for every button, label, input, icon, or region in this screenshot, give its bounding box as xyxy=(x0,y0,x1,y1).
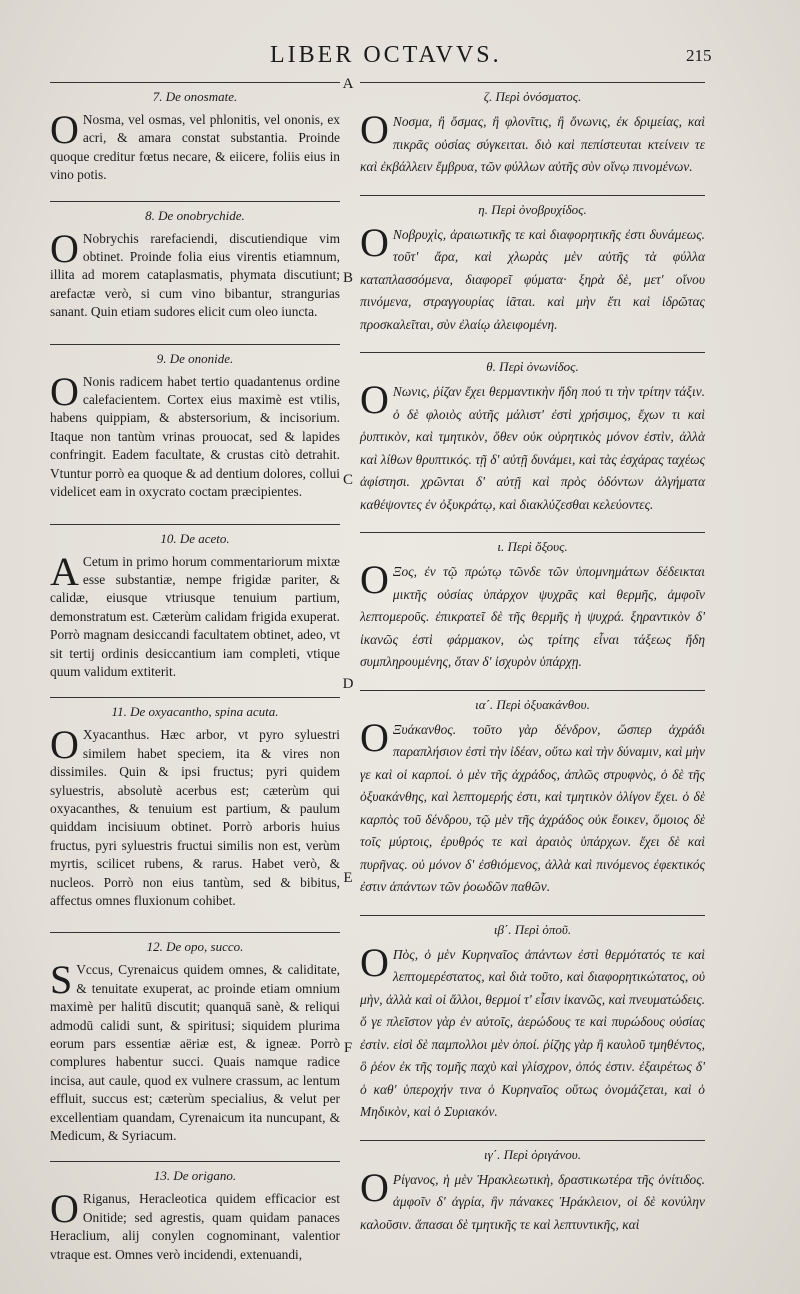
greek-column xyxy=(360,82,705,1272)
section-text: Ο Νοσμα, ἢ ὄσμας, ἢ φλονῖτις, ἢ ὄνωνις, ἐκ δριμείας, καὶ πικρᾶς οὐσίας σύγκειται. διὸ καὶ πεπίστευται κτείνειν τε καὶ ἐκβάλλειν ἔμβρυα, τῶν φύλλων αὐτῆς σὺν οἴνῳ πινομένων. xyxy=(360,107,705,174)
section-rule xyxy=(50,82,340,83)
margin-letter-d: D xyxy=(342,676,354,692)
drop-initial: Ο xyxy=(360,939,389,985)
greek-section-11 xyxy=(360,697,705,899)
section-text: Ο Ξος, ἐν τῷ πρώτῳ τῶνδε τῶν ὑπομνημάτων δέδεικται μικτῆς οὐσίας ὑπάρχον ψυχρᾶς καὶ θερμῆς, ἀμφοῖν λεπτομεροῦς. ἐπικρατεῖ δὲ τῆς θερμῆς ἡ ψυχρά. ξηραντικὸν δ' ἱκανῶς ἐστὶ φάρμακον, ὡς τρίτης εἶναι τάξεως ἤδη συμπληρουμένης, ὅταν δ' ἰσχυρὸν ὑπάρχῃ. xyxy=(360,557,705,669)
page-number: 215 xyxy=(686,46,712,65)
section-rule xyxy=(360,690,705,691)
section-heading: 13. De origano. xyxy=(153,1168,237,1184)
section-text: S Vccus, Cyrenaicus quidem omnes, & caliditate, & tenuitate exuperat, ac proinde etiam omnium maximè per halitū discutit; quanquā sanè, & reliqui admodū calidi sunt, & spiritusi; siquidem plurima eorum pars essentiæ aëriæ est, & igneæ. Porrò complures habentur succi. Quais namque radice incisa, aut caule, quod ex vulnere crassum, ac lentum effluit, succus est; cæterùm specialius, & velut per excellentiam quandam, Cyrenaicum ita nuncupant, & Medicum, & Syriacum. xyxy=(50,957,340,1144)
section-text: Ο Νωνις, ῥίζαν ἔχει θερμαντικὴν ἤδη πού τι τὴν τρίτην τάξιν. ὁ δὲ φλοιὸς αὐτῆς μάλιστ' ἐστὶ χρήσιμος, ἔχων τι καὶ ῥυπτικὸν, καὶ τμητικὸν, ὅθεν οὐκ οὐρητικὸς μόνον ἐστὶν, ἀλλὰ καὶ λίθων θρυπτικός. τῇ δ' αὐτῇ δυνάμει, καὶ τὰς ἐσχάρας ταχέως ἀφίστησι. χρῶνται δ' αὐτῇ καὶ πρὸς ὀδόντων ἀλγήματα καθέψοντες ἐν ὀξυκράτῳ, καὶ διακλύζεσθαι κελεύοντες. xyxy=(360,377,705,512)
section-rule xyxy=(360,1140,705,1141)
page-title: LIBER OCTAVVS. xyxy=(270,42,502,68)
section-text: O Nonis radicem habet tertio quadantenus ordine calefacientem. Cortex eius maximè est vtilis, habens quippiam, & abstersorium, & incisorium. Itaque non tantùm vrinas prouocat, sed & lapides confringit. Eadem facultate, & crustas citò detrahit. Vtuntur porrò ea quoque & ad dentium dolores, collui videlicet eam in oxycrato coctam præcipientes. xyxy=(50,368,340,500)
section-heading: 9. De ononide. xyxy=(156,350,234,366)
drop-initial: O xyxy=(50,368,79,414)
drop-initial: Ο xyxy=(360,377,389,422)
drop-initial: A xyxy=(50,548,79,594)
section-rule xyxy=(360,532,705,533)
margin-letter-b: B xyxy=(342,270,353,286)
section-rule xyxy=(360,352,705,353)
section-heading: η. Περὶ ὀνοβρυχίδος. xyxy=(478,201,587,217)
section-rule xyxy=(50,524,340,525)
section-rule xyxy=(360,915,705,916)
section-text: Ο Ξυάκανθος. τοῦτο γὰρ δένδρον, ὥσπερ ἀχράδι παραπλήσιον ἐστὶ τὴν ἰδέαν, οὕτω καὶ τὴν δύναμιν, καὶ μὴν γε καὶ οἱ καρποί. ὁ μὲν τῆς ἀχράδος, ἁπλῶς στρυφνὸς, ὁ δὲ τῆς ὀξυακάνθης, καὶ λεπτομερής ἐστι, καὶ τμητικὸν ὀλίγον ἔχει. ὁ δὲ καρπὸς τοῦ δένδρου, τῷ μὲν τῆς ἀχράδος οὐκ ἔοικεν, ὅμοιος δὲ τοῖς μύρτοις, ἐρυθρός τε καὶ ἀραιὸς ὑπάρχων. ἔχει δὲ καὶ πυρῆνας. οὐ μόνον δ' ἐσθιόμενος, ἀλλὰ καὶ πινόμενος ἐφεκτικός ἐστιν ἁπάντων τῶν ῥοωδῶν παθῶν. xyxy=(360,714,705,894)
greek-section-10 xyxy=(360,539,705,674)
section-heading: 11. De oxyacantho, spina acuta. xyxy=(111,704,279,720)
latin-section-13 xyxy=(50,1168,340,1264)
section-heading: θ. Περὶ ὀνωνίδος. xyxy=(486,359,579,374)
section-heading: 7. De onosmate. xyxy=(152,89,238,104)
section-heading: ιγ΄. Περὶ ὀριγάνου. xyxy=(484,1146,581,1162)
section-rule xyxy=(360,195,705,196)
drop-initial: Ο xyxy=(360,557,389,602)
greek-section-9 xyxy=(360,359,705,516)
latin-section-8 xyxy=(50,208,340,322)
section-rule xyxy=(50,697,340,698)
latin-section-9 xyxy=(50,351,340,502)
latin-column xyxy=(50,82,340,1272)
drop-initial: O xyxy=(50,225,79,271)
section-heading: ι. Περὶ ὄξους. xyxy=(497,539,568,554)
latin-section-11 xyxy=(50,704,340,910)
section-heading: 8. De onobrychide. xyxy=(145,207,245,223)
latin-section-10 xyxy=(50,531,340,682)
drop-initial: O xyxy=(50,107,79,152)
section-rule xyxy=(50,932,340,933)
latin-section-12 xyxy=(50,939,340,1145)
running-head xyxy=(0,42,800,72)
drop-initial: Ο xyxy=(360,714,389,760)
section-text: O Riganus, Heracleotica quidem efficacior est Onitide; sed agrestis, quam quidam panaces Heraclium, alij conylen cognominant, valentior vtraque est. Omnes verò incidendi, extenuandi, xyxy=(50,1186,340,1262)
section-text: A Cetum in primo horum commentariorum mixtæ esse substantiæ, nempe frigidæ pariter, & calidæ, eiusque vtriusque tenuium partium, demonstratum est. Cæterùm calidam frigida exuperat. Porrò magnam desiccandi facultatem obtinet, adeo, vt sit tertij ordinis desiccantium iam completi, vtique quum validum extiterit. xyxy=(50,548,340,679)
section-rule xyxy=(360,82,705,83)
greek-section-8 xyxy=(360,202,705,337)
greek-section-7 xyxy=(360,89,705,179)
section-heading: ια΄. Περὶ ὀξυακάνθου. xyxy=(475,696,590,712)
drop-initial: Ο xyxy=(360,1164,389,1210)
greek-section-12 xyxy=(360,922,705,1124)
section-heading: 10. De aceto. xyxy=(160,530,230,546)
latin-section-7 xyxy=(50,89,340,185)
section-rule xyxy=(50,201,340,202)
drop-initial: O xyxy=(50,1186,79,1232)
drop-initial: Ο xyxy=(360,219,389,265)
drop-initial: O xyxy=(50,722,79,768)
drop-initial: Ο xyxy=(360,107,389,152)
section-text: O Nosma, vel osmas, vel phlonitis, vel ononis, ex acri, & amara constat substantia. Proinde quoque creditur fœtus necare, & eiicere, foliis eius in vino potis. xyxy=(50,107,340,183)
section-heading: ιβ΄. Περὶ ὀποῦ. xyxy=(493,921,572,937)
margin-letter-e: E xyxy=(343,870,353,886)
section-rule xyxy=(50,1161,340,1162)
margin-letter-a: A xyxy=(342,76,354,92)
section-text: O Xyacanthus. Hæc arbor, vt pyro syluestri similem habet speciem, ita & vires non dissimiles. Quin & ipsi fructus; pyri quidem syluestris, absolutè acerbus est; cæterùm qui oxyacanthes, & tenuium est partium, & paulum quiddam incisiuum obtinet. Porrò arboris huius fructus, pyri syluestris fructui similis non est, verùm myrtis, scilicet rubens, & rarus. Habet verò, & nucleos. Porrò non eius tantùm, sed & bibitus, affectus omnes fluxionum cohibet. xyxy=(50,722,340,908)
section-heading: ζ. Περὶ ὀνόσματος. xyxy=(483,89,582,104)
section-text: O Nobrychis rarefaciendi, discutiendique vim obtinet. Proinde folia eius virentis etiamnum, illita ad morem cataplasmatis, phymata discutiunt; arefactæ verò, si cum vino bibantur, strangurias sanant. Quin etiam sudores elicit cum oleo iuncta. xyxy=(50,225,340,320)
margin-letter-f: F xyxy=(343,1040,353,1056)
section-heading: 12. De opo, succo. xyxy=(146,939,244,955)
section-text: Ο Πὸς, ὁ μὲν Κυρηναῖος ἁπάντων ἐστὶ θερμότατός τε καὶ λεπτομερέστατος, καὶ διὰ τοῦτο, καὶ διαφορητικώτατος, οὐ μὴν, ἀλλὰ καὶ οἱ ἄλλοι, θερμοί τ' εἶσιν ἱκανῶς, καὶ πνευματώδεις. ὅ γε πλεῖστον γὰρ ἐν αὐτοῖς, ἀερώδους τε καὶ πυρώδους οὐσίας ἐστὶν. εἰσὶ δὲ παμπολλοι μὲν ὀποί. ῥίζης γὰρ ἢ καυλοῦ τμηθέντος, ὃ ῥέον ἐκ τῆς τομῆς παχὺ καὶ γλίσχρον, ὀπός ἐστιν. ἐξαιρέτως δ' ὁ καθ' ὑπεροχήν τινα ὁ Κυρηναῖος οὕτως ὀνομάζεται, καὶ ὁ Μηδικὸν, καὶ ὁ Συριακόν. xyxy=(360,939,705,1119)
section-text: Ο Ρίγανος, ἡ μὲν Ἡρακλεωτικὴ, δραστικωτέρα τῆς ὀνίτιδος. ἀμφοῖν δ' ἀγρία, ἣν πάνακες Ἡράκλειον, οἱ δὲ κονύλην καλοῦσιν. ἅπασαι δὲ τμητικῆς τε καὶ λεπτυντικῆς, καὶ xyxy=(360,1164,705,1232)
margin-letter-c: C xyxy=(342,472,353,488)
drop-initial: S xyxy=(50,957,73,1003)
greek-section-13 xyxy=(360,1147,705,1237)
section-rule xyxy=(50,344,340,345)
section-text: Ο Νοβρυχὶς, ἀραιωτικῆς τε καὶ διαφορητικῆς ἐστι δυνάμεως. τοῦτ' ἄρα, καὶ χλωρὰς μὲν αὐτῆς τὰ φύλλα καταπλασσόμενα, διαφορεῖ φύματα· ξηρὰ δὲ, μετ' οἴνου πινόμενα, στραγγουρίας ἰᾶται. καὶ μὴν ἔτι καὶ ἱδρῶτας προσκαλεῖται, σὺν ἐλαίῳ ἀλειφομένη. xyxy=(360,219,705,332)
